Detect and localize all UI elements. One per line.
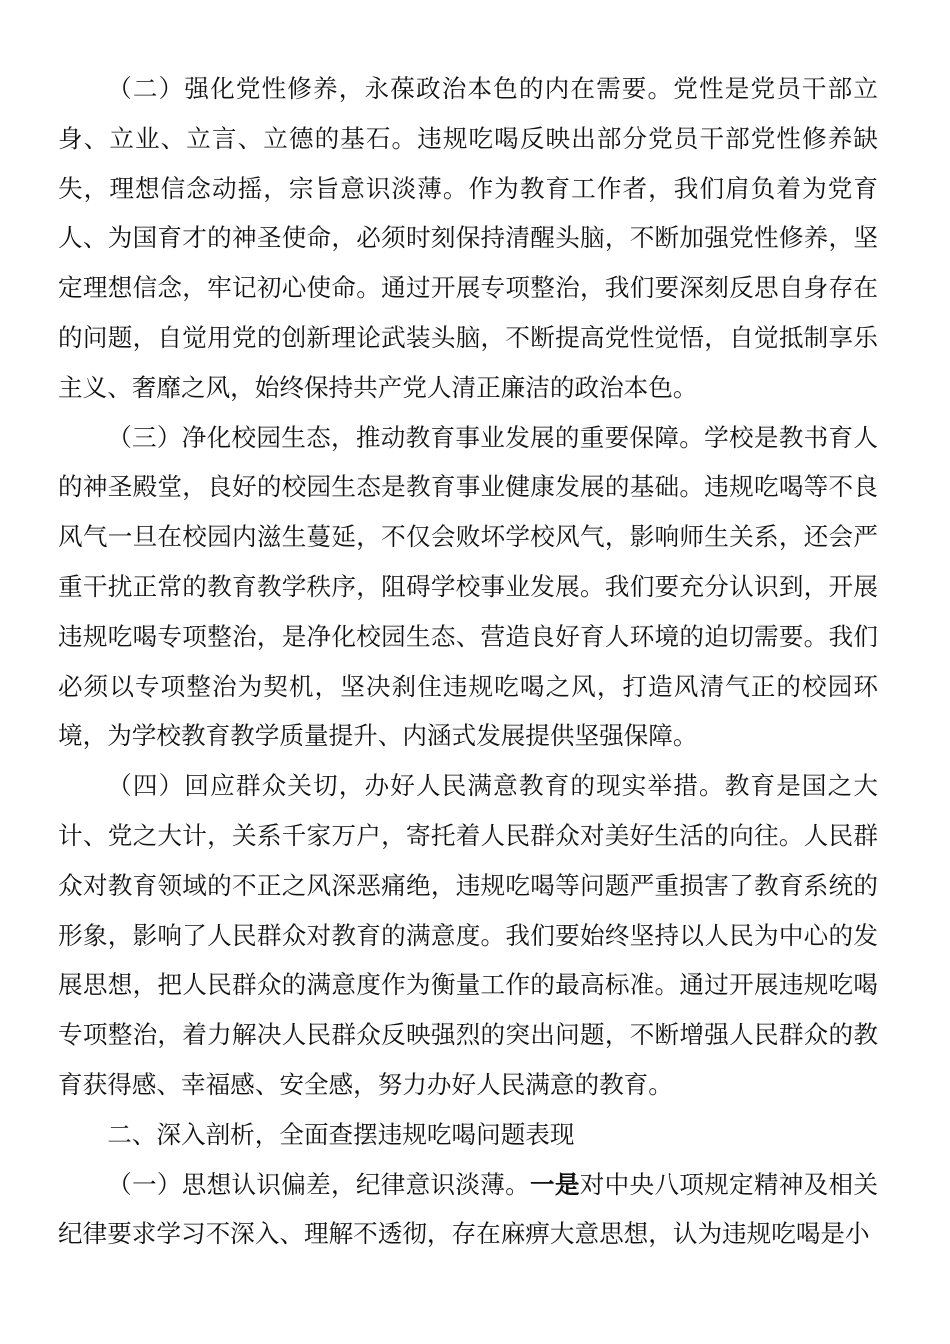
paragraph-rest: 对中央八项规定精神及相关纪律要求学习不深入、理解不透彻，存在麻痹大意思想，认为违规吃喝是小 <box>58 1169 878 1249</box>
bold-marker: 一是 <box>530 1169 580 1199</box>
document-page <box>58 64 878 1259</box>
paragraph-lead: （一）思想认识偏差，纪律意识淡薄。 <box>107 1169 531 1199</box>
section-heading: 二、深入剖析，全面查摆违规吃喝问题表现 <box>107 1119 575 1149</box>
paragraph-purify-campus-ecology: （三）净化校园生态，推动教育事业发展的重要保障。学校是教书育人的神圣殿堂，良好的校园生态是教育事业健康发展的基础。违规吃喝等不良风气一旦在校园内滋生蔓延，不仅会败坏学校风气，影响师生关系，还会严重干扰正常的教育教学秩序，阻碍学校事业发展。我们要充分认识到，开展违规吃喝专项整治，是净化校园生态、营造良好育人环境的迫切需要。我们必须以专项整治为契机，坚决刹住违规吃喝之风，打造风清气正的校园环境，为学校教育教学质量提升、内涵式发展提供坚强保障。 <box>58 422 878 751</box>
paragraph-respond-to-public: （四）回应群众关切，办好人民满意教育的现实举措。教育是国之大计、党之大计，关系千家万户，寄托着人民群众对美好生活的向往。人民群众对教育领域的不正之风深恶痛绝，违规吃喝等问题严重损害了教育系统的形象，影响了人民群众对教育的满意度。我们要始终坚持以人民为中心的发展思想，把人民群众的满意度作为衡量工作的最高标准。通过开展违规吃喝专项整治，着力解决人民群众反映强烈的突出问题，不断增强人民群众的教育获得感、幸福感、安全感，努力办好人民满意的教育。 <box>58 771 878 1099</box>
paragraph-strengthen-party-spirit: （二）强化党性修养，永葆政治本色的内在需要。党性是党员干部立身、立业、立言、立德的基石。违规吃喝反映出部分党员干部党性修养缺失，理想信念动摇，宗旨意识淡薄。作为教育工作者，我们肩负着为党育人、为国育才的神圣使命，必须时刻保持清醒头脑，不断加强党性修养，坚定理想信念，牢记初心使命。通过开展专项整治，我们要深刻反思自身存在的问题，自觉用党的创新理论武装头脑，不断提高党性觉悟，自觉抵制享乐主义、奢靡之风，始终保持共产党人清正廉洁的政治本色。 <box>58 74 878 402</box>
paragraph-ideological-deviation <box>58 1160 878 1260</box>
